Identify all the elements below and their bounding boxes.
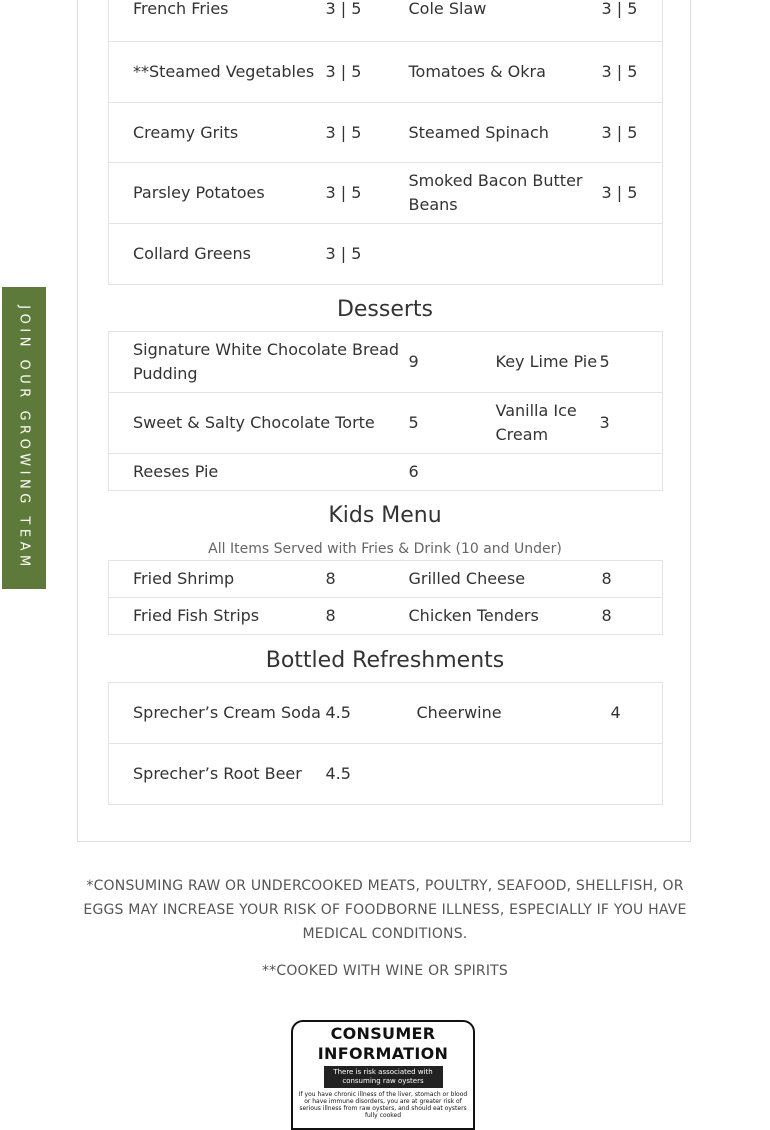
menu-row [109,561,663,598]
item-price: 3 | 5 [602,0,663,42]
item-price: 3 | 5 [326,42,409,103]
item-price [611,744,663,805]
menu-row [109,744,663,805]
item-name: Key Lime Pie [496,332,600,393]
item-price [600,454,663,491]
item-name: Creamy Grits [109,103,326,163]
item-name: Sweet & Salty Chocolate Torte [109,393,409,454]
consumer-info-text: If you have chronic illness of the liver, stomach or blood or have immune disorders, you are at greater risk of serious illness from raw oysters, and should eat oysters fully cooked [298,1091,468,1119]
menu-row [109,224,663,285]
item-name [417,744,611,805]
menu-row [109,163,663,224]
item-price: 3 | 5 [326,103,409,163]
desserts-heading: Desserts [336,297,434,322]
menu-row [109,393,663,454]
item-price: 3 [600,393,663,454]
consumer-info-title: CONSUMER INFORMATION [317,1024,449,1063]
item-name: Smoked Bacon Butter Beans [409,163,602,224]
kids-menu-heading: Kids Menu [328,503,442,528]
item-name: Sprecher’s Cream Soda [109,683,326,744]
menu-row [109,42,663,103]
item-name: Fried Shrimp [109,561,326,598]
item-price: 4 [611,683,663,744]
menu-row [109,598,663,635]
consumer-information-image [291,1020,475,1130]
item-name: Cheerwine [417,683,611,744]
menu-row [109,0,663,42]
item-price: 8 [602,561,663,598]
item-name [496,454,600,491]
raw-food-warning: *CONSUMING RAW OR UNDERCOOKED MEATS, POULTRY, SEAFOOD, SHELLFISH, OR EGGS MAY INCREASE YOUR RISK OF FOODBORNE ILLNESS, ESPECIALLY IF YOU HAVE MEDICAL CONDITIONS. [83,878,687,942]
item-name: **Steamed Vegetables [109,42,326,103]
item-price: 9 [409,332,496,393]
item-price: 8 [326,561,409,598]
item-price [602,224,663,285]
bottled-table [108,682,663,805]
consumer-info-band: There is risk associated with consuming raw oysters [324,1066,443,1088]
item-price: 4.5 [326,744,417,805]
item-price: 5 [600,332,663,393]
item-name: Cole Slaw [409,0,602,42]
item-price: 8 [602,598,663,635]
item-price: 3 | 5 [326,224,409,285]
item-price: 3 | 5 [602,42,663,103]
kids-table [108,560,663,635]
item-price: 4.5 [326,683,417,744]
item-price: 8 [326,598,409,635]
item-price: 3 | 5 [602,103,663,163]
item-name: Fried Fish Strips [109,598,326,635]
menu-row [109,103,663,163]
item-price: 3 | 5 [602,163,663,224]
bottled-refreshments-heading: Bottled Refreshments [265,648,505,673]
item-name: Chicken Tenders [409,598,602,635]
desserts-table [108,331,663,491]
menu-row [109,332,663,393]
item-name: French Fries [109,0,326,42]
item-price: 3 | 5 [326,0,409,42]
item-name: Tomatoes & Okra [409,42,602,103]
wine-spirits-note: **COOKED WITH WINE OR SPIRITS [261,963,509,979]
menu-row [109,683,663,744]
item-name: Signature White Chocolate Bread Pudding [109,332,409,393]
item-name: Parsley Potatoes [109,163,326,224]
menu-row [109,454,663,491]
item-name [409,224,602,285]
item-price: 3 | 5 [326,163,409,224]
item-price: 5 [409,393,496,454]
item-name: Vanilla Ice Cream [496,393,600,454]
sides-table [108,0,663,285]
kids-menu-subtitle: All Items Served with Fries & Drink (10 and Under) [208,541,562,557]
item-name: Sprecher’s Root Beer [109,744,326,805]
item-name: Grilled Cheese [409,561,602,598]
item-name: Reeses Pie [109,454,409,491]
item-price: 6 [409,454,496,491]
item-name: Steamed Spinach [409,103,602,163]
join-team-tab[interactable] [2,287,46,589]
join-team-label: JOIN OUR GROWING TEAM [16,305,32,571]
item-name: Collard Greens [109,224,326,285]
